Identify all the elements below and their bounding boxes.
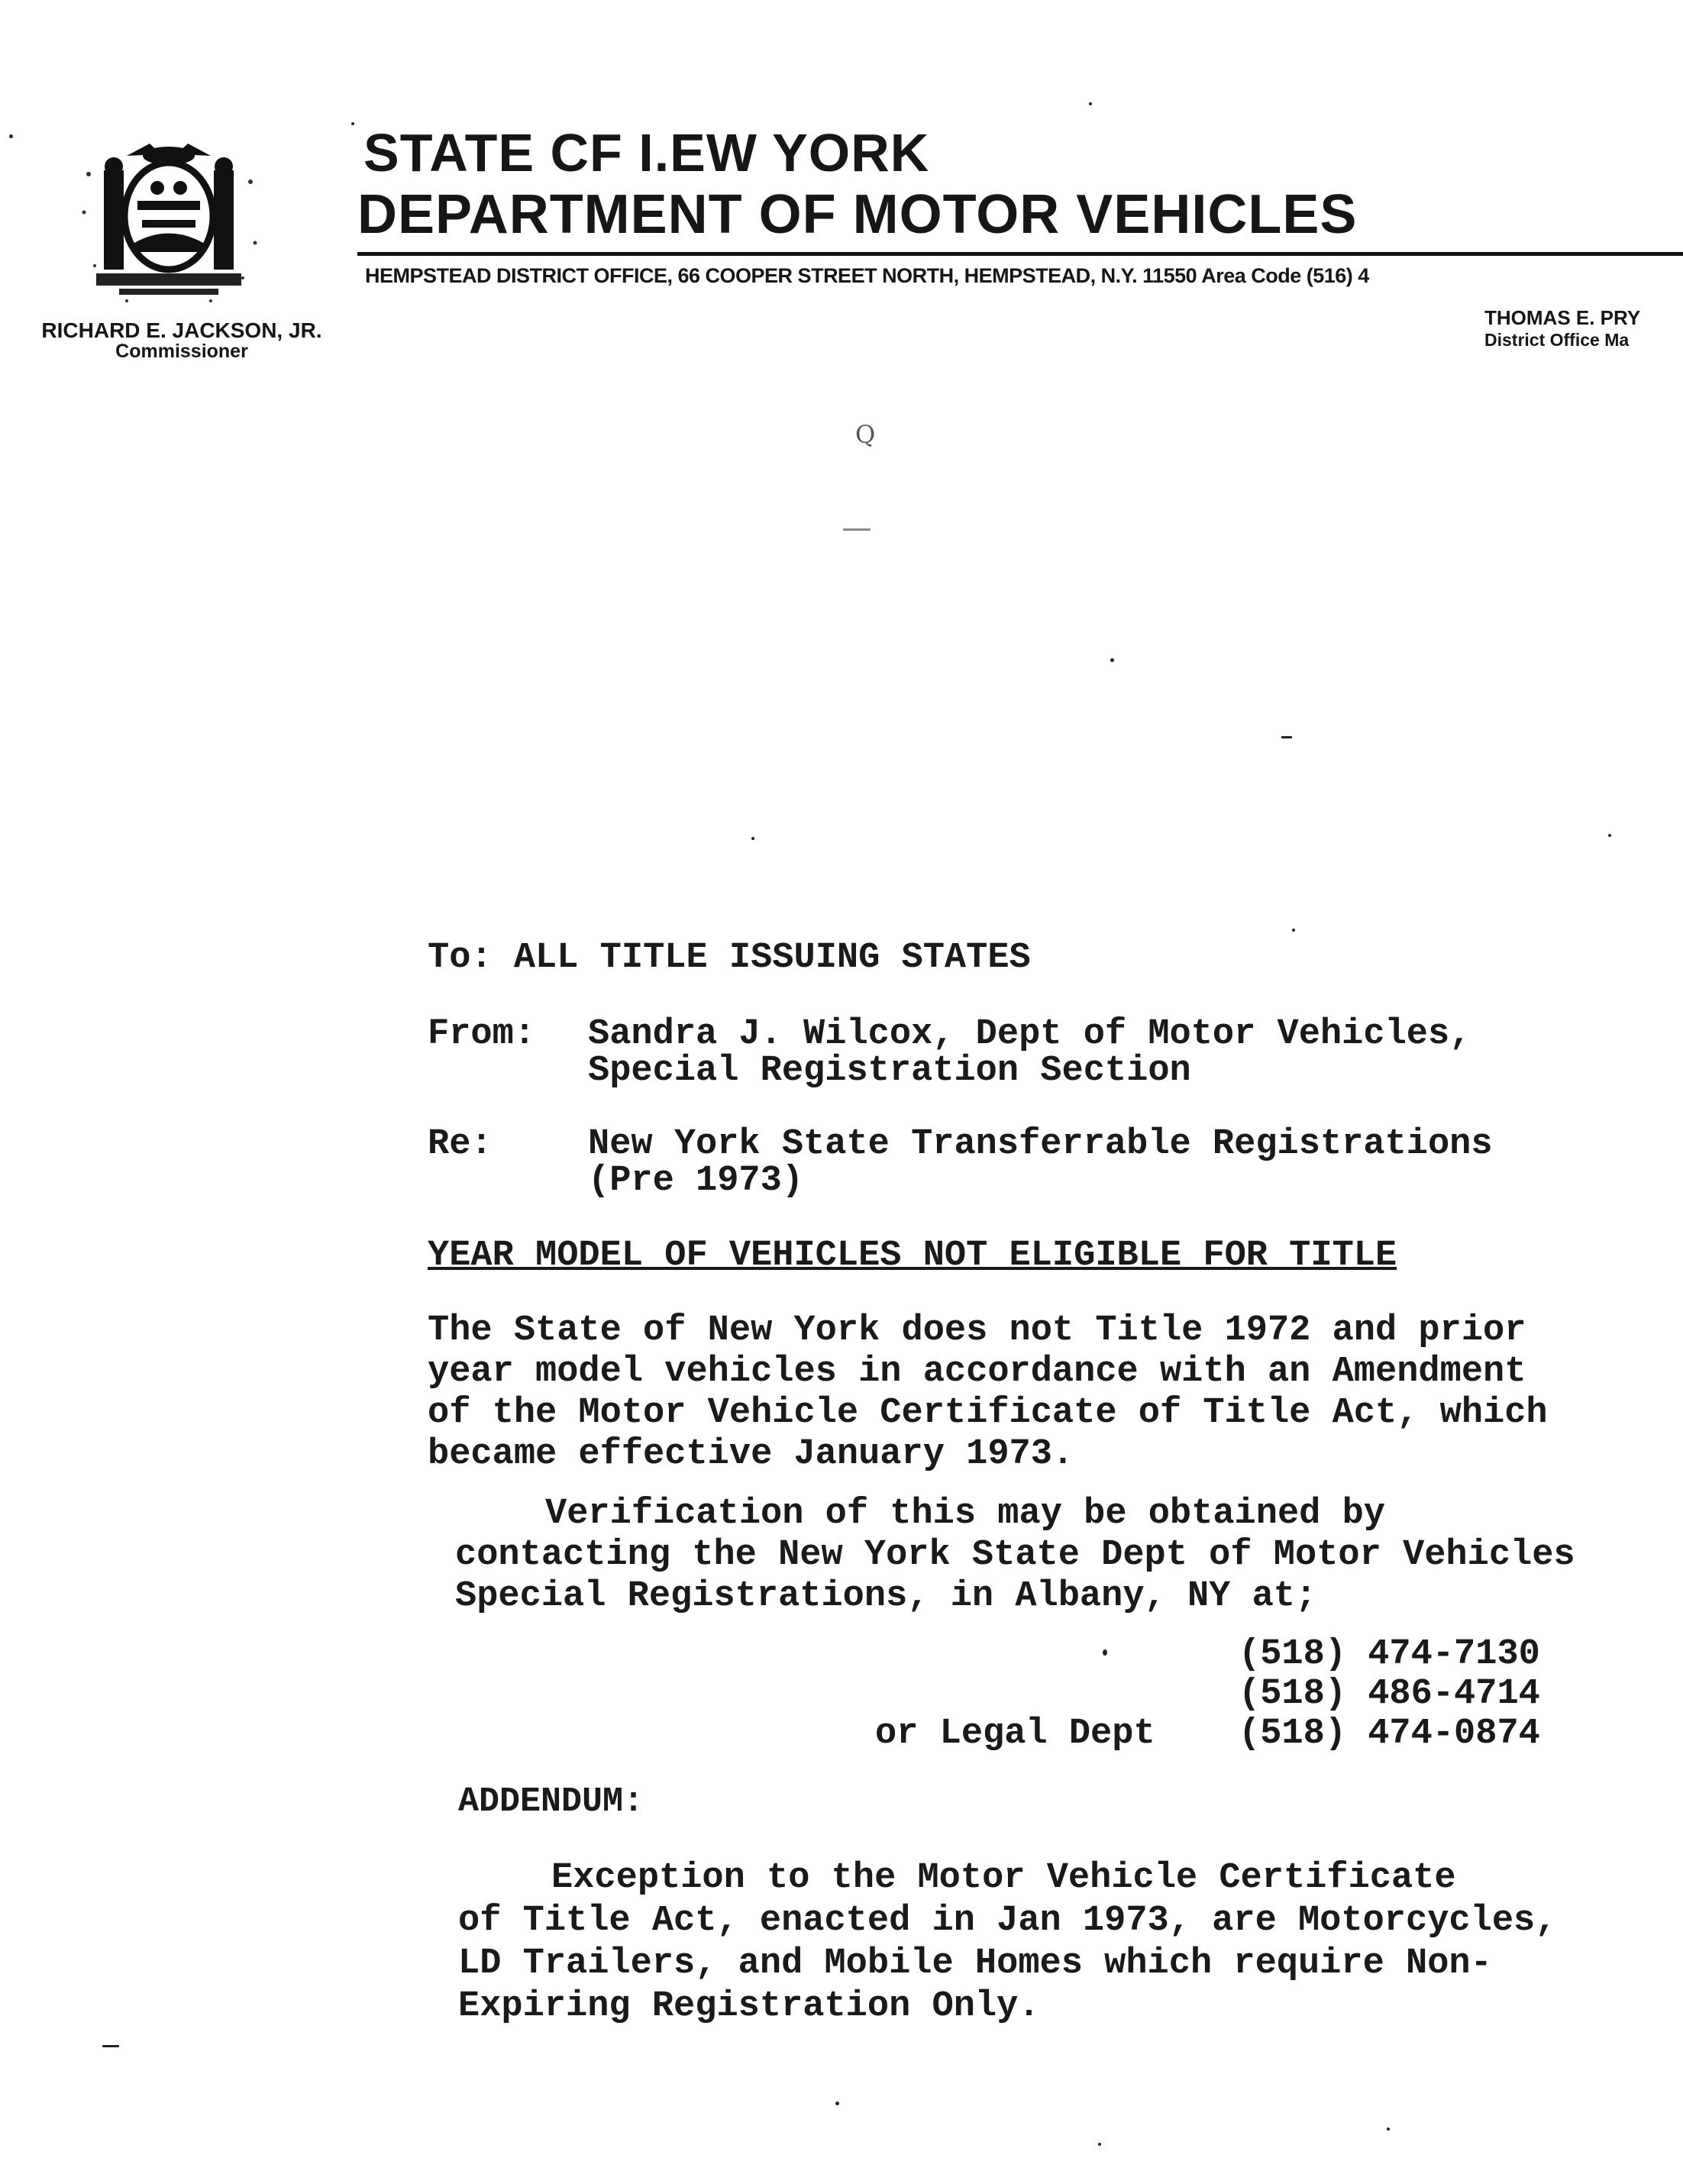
commissioner-block [14,319,350,362]
paragraph-line: LD Trailers, and Mobile Homes which require Non- [458,1943,1492,1984]
scan-speck [1281,736,1292,738]
scan-speck [1387,2127,1390,2131]
scan-speck [1103,1649,1107,1656]
scan-speck [1110,658,1114,662]
letterhead-department: DEPARTMENT OF MOTOR VEHICLES [357,184,1358,245]
paragraph-line: became effective January 1973. [428,1434,1074,1475]
memo-to-label: To: [428,938,493,978]
commissioner-title: Commissioner [115,341,248,363]
memo-from-line1: Sandra J. Wilcox, Dept of Motor Vehicles, [588,1014,1471,1055]
memo-to [428,938,1031,978]
memo-re-line1: New York State Transferrable Registrations [588,1124,1493,1165]
memo-from-label: From: [428,1014,536,1055]
section-heading: YEAR MODEL OF VEHICLES NOT ELIGIBLE FOR TITLE [428,1236,1397,1276]
scan-speck [9,134,13,138]
scan-speck [351,122,354,125]
scan-speck [102,2045,119,2047]
letterhead-office-address: HEMPSTEAD DISTRICT OFFICE, 66 COOPER STREET NORTH, HEMPSTEAD, N.Y. 11550 Area Code (516) 4 [365,264,1369,287]
scan-speck [835,2102,839,2105]
scan-speck [1098,2143,1101,2146]
scan-speck [751,837,754,840]
paragraph-line: contacting the New York State Dept of Motor Vehicles [455,1535,1575,1575]
district-manager-name: THOMAS E. PRY [1484,306,1641,329]
scan-mark: Q [855,420,876,449]
paragraph-addendum [458,1857,1556,2028]
scan-speck [843,528,871,531]
scan-speck [1292,929,1295,932]
phone-number-legal: (518) 474-0874 [1239,1714,1540,1754]
paragraph-line: Expiring Registration Only. [458,1986,1040,2027]
district-manager-title: District Office Ma [1484,329,1630,350]
paragraph-line: of the Motor Vehicle Certificate of Title Act, which [428,1393,1548,1433]
paragraph-line: Special Registrations, in Albany, NY at; [455,1576,1317,1617]
commissioner-name: RICHARD E. JACKSON, JR. [41,318,322,342]
paragraph-line: Exception to the Motor Vehicle Certificate [551,1858,1456,1898]
paragraph-line: year model vehicles in accordance with an Amendment [428,1352,1526,1392]
paragraph-title-policy [428,1310,1548,1475]
memo-from-line2: Special Registration Section [588,1051,1191,1091]
paragraph-verification [455,1494,1575,1617]
paragraph-line: Verification of this may be obtained by [545,1494,1385,1534]
legal-dept-label: or Legal Dept [875,1714,1155,1754]
memo-re-label: Re: [428,1124,493,1165]
scan-speck [1089,102,1092,105]
letterhead-state: STATE CF I.EW YORK [363,123,930,183]
letterhead-rule [357,252,1683,256]
phone-number: (518) 474-7130 [1239,1634,1540,1675]
state-seal-logo [73,128,264,305]
phone-number: (518) 486-4714 [1239,1674,1540,1714]
memo-to-value: ALL TITLE ISSUING STATES [513,938,1031,978]
addendum-label: ADDENDUM: [458,1782,644,1821]
memo-re-line2: (Pre 1973) [588,1161,804,1201]
scan-speck [1608,834,1611,837]
paragraph-line: of Title Act, enacted in Jan 1973, are Motorcycles, [458,1901,1557,1941]
paragraph-line: The State of New York does not Title 1972 and prior [428,1310,1526,1351]
district-manager-block [1484,307,1640,350]
